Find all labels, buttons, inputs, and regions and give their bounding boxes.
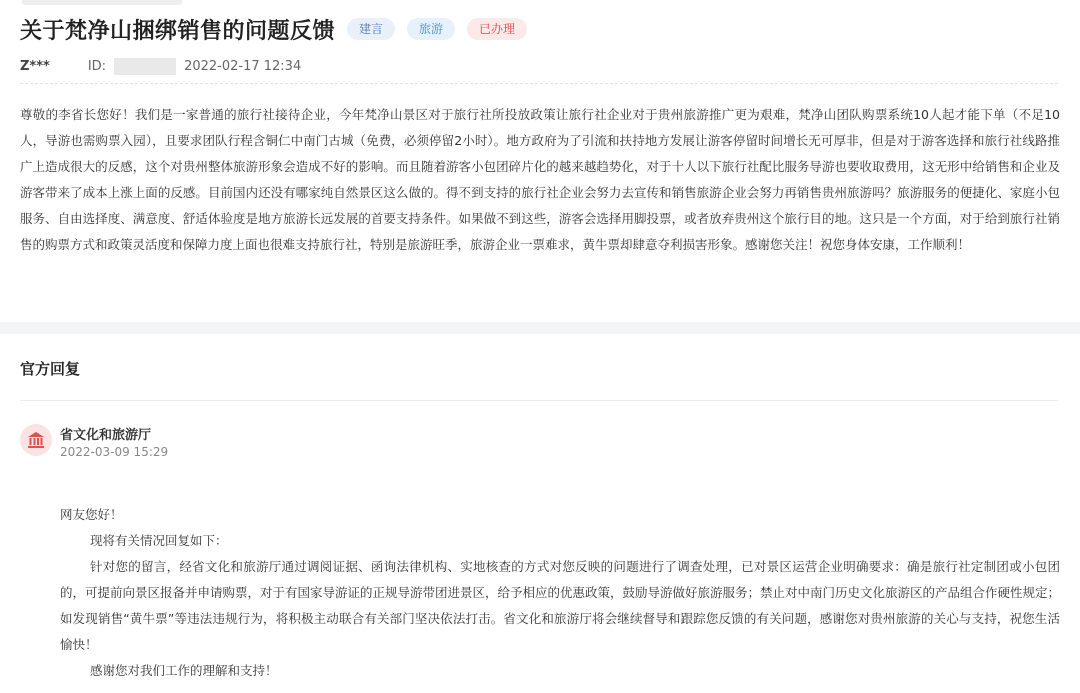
reply-closing: 感谢您对我们工作的理解和支持！ bbox=[90, 663, 278, 678]
post-content: 尊敬的李省长您好！我们是一家普通的旅行社接待企业，今年梵净山景区对于旅行社所投放政策让旅行社企业对于贵州旅游推广更为艰难，梵净山团队购票系统10人起才能下单（不足10人，导游也需购票入园），且要求团队行程含铜仁中南门古城（免费，必须停留2小时）。地方政府为了引流和扶持地方发展让游客停留时间增长无可厚非，但是对于游客选择和旅行社线路推广上造成很大的反感，这个对贵州整体旅游形象会造成不好的影响。而且随着游客小包团碎片化的越来越趋势化，对于十人以下旅行社配比服务导游也要收取费用，这无形中给销售和企业及游客带来了成本上涨上面的反感。目前国内还没有哪家纯自然景区这么做的。得不到支持的旅行社企业会努力去宣传和销售旅游企业会努力再销售贵州旅游吗？旅游服务的便捷化、家庭小包服务、自由选择度、满意度、舒适体验度是地方旅游长远发展的首要支持条件。如果做不到这些，游客会选择用脚投票，或者放弃贵州这个旅行目的地。这只是一个方面，对于给到旅行社销售的购票方式和政策灵活度和保障力度上面也很难支持旅行社，特别是旅游旺季，旅游企业一票难求，黄牛票却肆意夺利损害形象。感谢您关注！祝您身体安康，工作顺利！ bbox=[20, 107, 1060, 252]
divider bbox=[20, 400, 1058, 401]
reply-greeting: 网友您好！ bbox=[60, 507, 123, 522]
reply-section-title: 官方回复 bbox=[20, 360, 81, 378]
section-separator bbox=[0, 322, 1080, 334]
id-redacted bbox=[114, 58, 176, 75]
id-label: ID: bbox=[87, 59, 107, 74]
page-title: 关于梵净山捆绑销售的问题反馈 bbox=[20, 18, 336, 44]
status-badge: 已办理 bbox=[467, 18, 527, 40]
tag-tourism[interactable]: 旅游 bbox=[407, 18, 455, 40]
title-row bbox=[20, 12, 527, 46]
top-tab-stub bbox=[22, 0, 182, 5]
post-date: 2022-02-17 12:34 bbox=[184, 59, 302, 74]
tag-suggestion[interactable]: 建言 bbox=[347, 18, 395, 40]
reply-date: 2022-03-09 15:29 bbox=[60, 445, 169, 459]
reply-content bbox=[60, 502, 1060, 684]
reply-org-name: 省文化和旅游厅 bbox=[60, 428, 152, 443]
divider bbox=[20, 83, 1058, 84]
author-name: Z*** bbox=[20, 59, 50, 74]
government-building-icon bbox=[20, 424, 52, 456]
reply-paragraph: 针对您的留言，经省文化和旅游厅通过调阅证据、函询法律机构、实地核查的方式对您反映的问题进行了调查处理，已对景区运营企业明确要求：确是旅行社定制团或小包团的，可提前向景区报备并申请购票，对于有国家导游证的正规导游带团进景区，给予相应的优惠政策，鼓励导游做好旅游服务；禁止对中南门历史文化旅游区的产品组合作硬性规定；如发现销售“黄牛票”等违法违规行为，将积极主动联合有关部门坚决依法打击。省文化和旅游厅将会继续督导和跟踪您反馈的有关问题，感谢您对贵州旅游的关心与支持，祝您生活愉快！ bbox=[60, 559, 1061, 652]
post-meta bbox=[20, 58, 301, 75]
reply-paragraph: 现将有关情况回复如下： bbox=[90, 533, 228, 548]
